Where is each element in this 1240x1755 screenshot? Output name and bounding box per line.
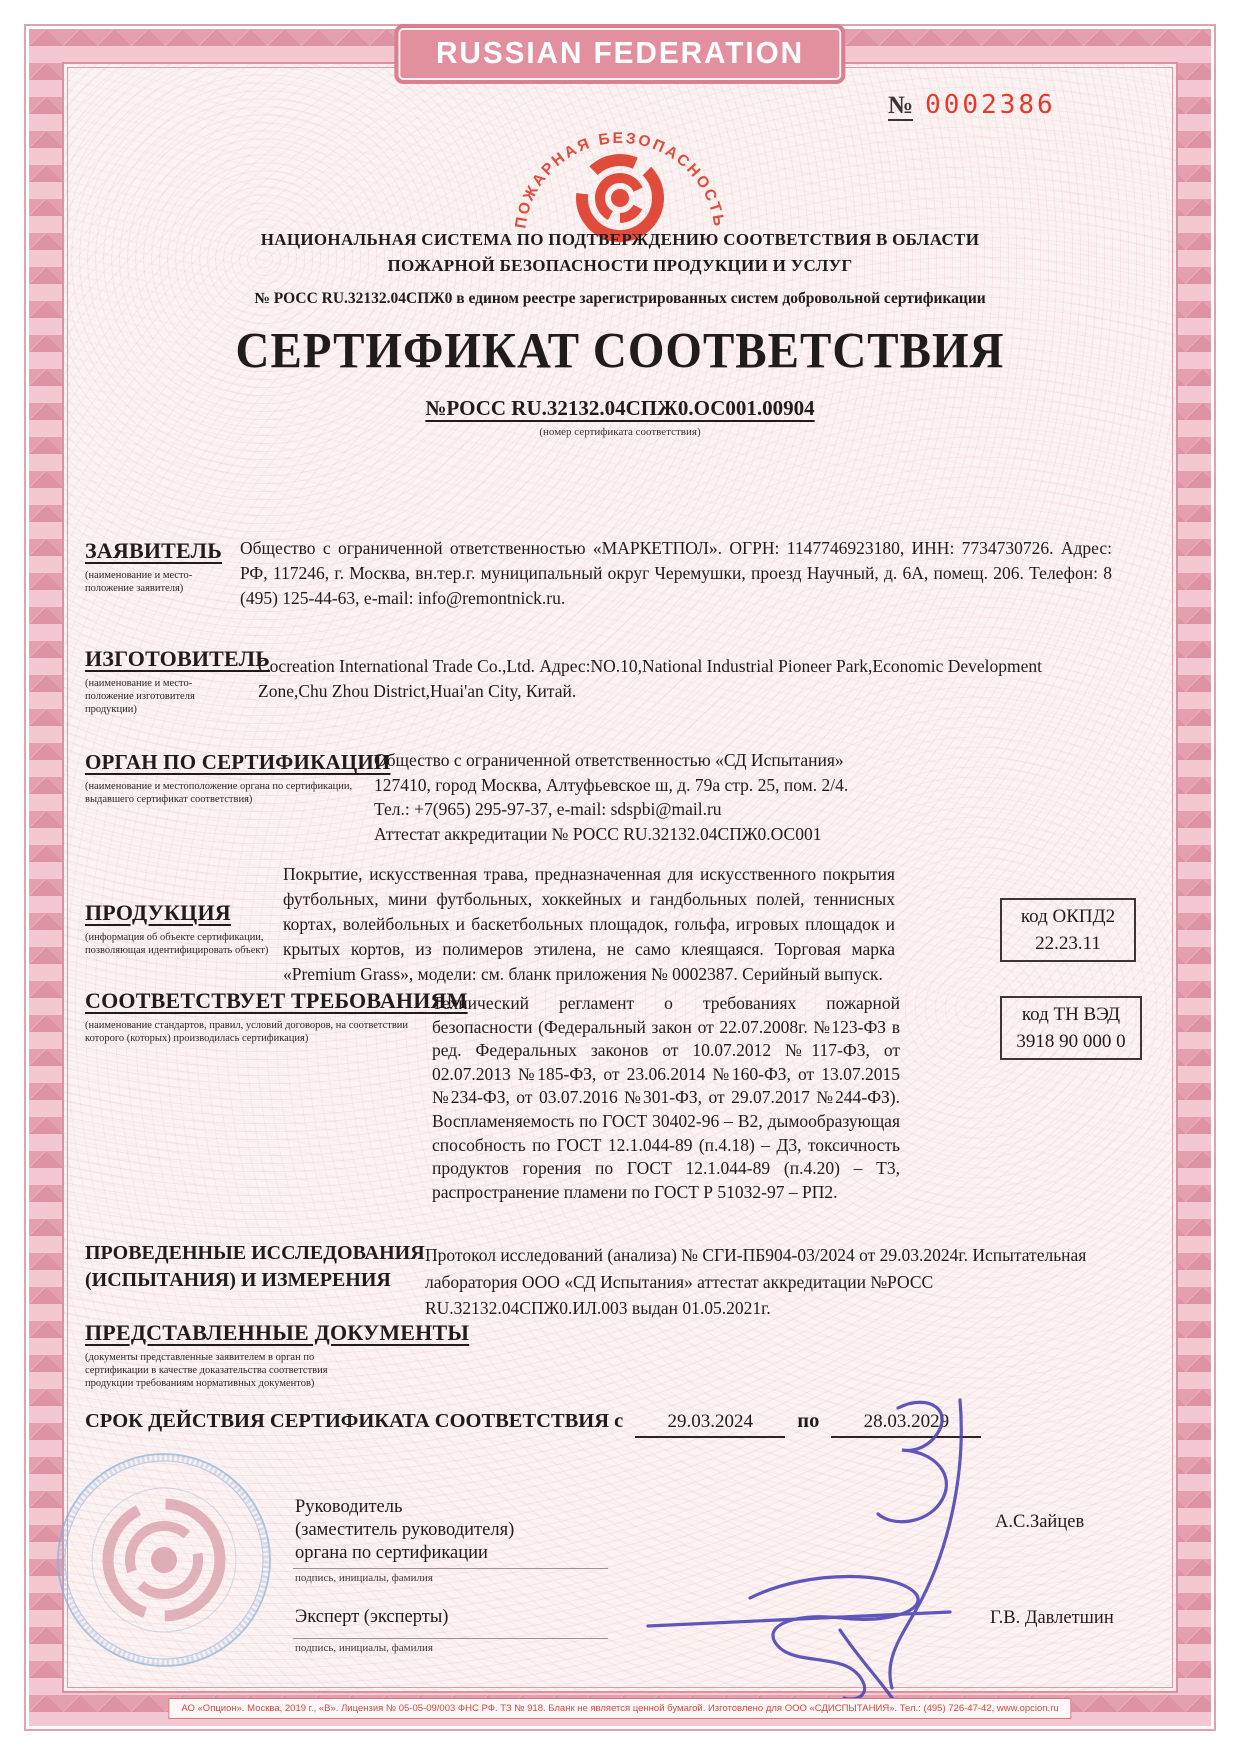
tnved-code-box: [1000, 996, 1142, 1060]
section-requirements-label-block: [85, 988, 468, 1045]
validity-po: по: [797, 1410, 820, 1432]
product-label: ПРОДУКЦИЯ: [85, 900, 231, 925]
applicant-sublabel: (наименование и место- положение заявителя): [85, 570, 193, 594]
cert-body-label: ОРГАН ПО СЕРТИФИКАЦИИ: [85, 750, 391, 774]
cert-body-text: [374, 748, 1014, 846]
manufacturer-label: ИЗГОТОВИТЕЛЬ: [85, 646, 270, 671]
form-serial: [888, 90, 1056, 120]
system-name-line1: НАЦИОНАЛЬНАЯ СИСТЕМА ПО ПОДТВЕРЖДЕНИЮ СООТВЕТСТВИЯ В ОБЛАСТИ: [260, 230, 980, 249]
cert-body-line: 127410, город Москва, Алтуфьевское ш, д. 79а стр. 25, пом. 2/4.: [374, 774, 849, 795]
logo-arc-text: ПОЖАРНАЯ БЕЗОПАСНОСТЬ: [512, 129, 728, 230]
documents-sublabel: (документы представленные заявителем в орган по сертификации в качестве доказательства соответствия продукции требованиям нормативных документов): [85, 1352, 328, 1389]
registry-line: № РОСС RU.32132.04СПЖ0 в едином реестре зарегистрированных систем добровольной сертификации: [254, 290, 986, 307]
expert-signature-caption: подпись, инициалы, фамилия: [295, 1642, 433, 1654]
head-signature-line: [293, 1568, 608, 1569]
tnved-code-value: 3918 90 000 0: [1016, 1031, 1126, 1052]
research-text: Протокол исследований (анализа) № СГИ-ПБ904-03/2024 от 29.03.2024г. Испытательная лаборатория ООО «СД Испытания» аттестат аккредитации №РОСС RU.32132.04СПЖ0.ИЛ.003 выдан 01.05.2021г.: [425, 1245, 1087, 1318]
section-documents-label-block: [85, 1320, 470, 1390]
section-applicant-label-block: [85, 538, 235, 595]
requirements-sublabel: (наименование стандартов, правил, условий договоров, на соответствии которого (которых) производилась сертификация): [85, 1020, 409, 1044]
numero-sign: №: [888, 92, 914, 119]
requirements-text: Технический регламент о требованиях пожарной безопасности (Федеральный закон от 22.07.2008г. №123-ФЗ в ред. Федеральных законов от 10.07.2012 №117-ФЗ, от 02.07.2013 №185-ФЗ, от 23.06.2014 №160-ФЗ, от 13.07.2015 №234-ФЗ, от 03.07.2016 №301-ФЗ, от 29.07.2017 №244-ФЗ). Воспламеняемость по ГОСТ 30402-96 – В2, дымообразующая способность по ГОСТ 12.1.044-89 (п.4.18) – Д3, токсичность продуктов горения по ГОСТ 12.1.044-89 (п.4.20) – Т3, распространение пламени по ГОСТ Р 51032-97 – РП2.: [432, 993, 900, 1202]
form-serial-number: 0002386: [925, 90, 1056, 120]
head-role-line2: (заместитель руководителя): [295, 1520, 515, 1540]
head-role: [295, 1496, 514, 1565]
research-label-line1: ПРОВЕДЕННЫЕ ИССЛЕДОВАНИЯ: [85, 1242, 425, 1264]
country-banner-label: RUSSIAN FEDERATION: [436, 35, 804, 70]
cert-body-line: Общество с ограниченной ответственностью «СД Испытания»: [374, 750, 844, 770]
okpd2-code-box: [1000, 898, 1136, 962]
manufacturer-text: Cocreation International Trade Co.,Ltd. Адрес:NO.10,National Industrial Pioneer Park,Economic Development Zone,Chu Zhou District,Huai'an City, Китай.: [258, 656, 1043, 701]
section-product-label-block: [85, 900, 280, 957]
head-role-line1: Руководитель: [295, 1497, 403, 1517]
head-signature-caption: подпись, инициалы, фамилия: [295, 1572, 433, 1584]
section-manufacturer-label-block: [85, 646, 270, 716]
validity-label: СРОК ДЕЙСТВИЯ СЕРТИФИКАТА СООТВЕТСТВИЯ с: [85, 1410, 624, 1432]
head-role-line3: органа по сертификации: [295, 1543, 488, 1563]
head-name: А.С.Зайцев: [995, 1512, 1085, 1532]
cert-body-line: Тел.: +7(965) 295-97-37, e-mail: sdspbi@mail.ru: [374, 799, 722, 819]
fine-print: АО «Опцион». Москва, 2019 г., «В». Лицензия № 05-05-09/003 ФНС РФ. ТЗ № 918. Бланк не является ценной бумагой. Изготовлено для ООО «СДИСПЫТАНИЯ». Тел.: (495) 726-47-42, www.opcion.ru: [168, 1698, 1071, 1719]
certificate-title: СЕРТИФИКАТ СООТВЕТСТВИЯ: [235, 323, 1005, 380]
system-name-line2: ПОЖАРНОЙ БЕЗОПАСНОСТИ ПРОДУКЦИИ И УСЛУГ: [387, 256, 853, 275]
section-cert-body-label-block: [85, 750, 391, 806]
documents-label: ПРЕДСТАВЛЕННЫЕ ДОКУМЕНТЫ: [85, 1320, 470, 1345]
validity-date-to: 28.03.2029: [831, 1411, 981, 1438]
applicant-label: ЗАЯВИТЕЛЬ: [85, 538, 222, 563]
certificate-number-caption: (номер сертификата соответствия): [539, 426, 701, 438]
handwritten-signature: [630, 1390, 1030, 1710]
cert-body-line: Аттестат аккредитации № РОСС RU.32132.04СПЖ0.ОС001: [374, 823, 822, 844]
research-label: [85, 1240, 425, 1294]
validity-date-from: 29.03.2024: [635, 1411, 785, 1438]
tnved-code-label: код ТН ВЭД: [1021, 1004, 1121, 1025]
product-sublabel: (информация об объекте сертификации, позволяющая идентифицировать объект): [85, 932, 269, 956]
expert-signature-line: [293, 1638, 608, 1639]
okpd2-code-value: 22.23.11: [1035, 933, 1101, 954]
manufacturer-sublabel: (наименование и место- положение изготовителя продукции): [85, 678, 195, 715]
applicant-text: Общество с ограниченной ответственностью «МАРКЕТПОЛ». ОГРН: 1147746923180, ИНН: 7734730726. Адрес: РФ, 117246, г. Москва, вн.тер.г. муниципальный округ Черемушки, проезд Научный, д. 6А, помещ. 206. Телефон: 8 (495) 125-44-63, e-mail: info@remontnick.ru.: [240, 538, 1112, 608]
certificate-number: №РОСС RU.32132.04СПЖ0.ОС001.00904: [425, 396, 815, 420]
requirements-label: СООТВЕТСТВУЕТ ТРЕБОВАНИЯМ: [85, 988, 468, 1013]
cert-body-sublabel: (наименование и местоположение органа по сертификации, выдавшего сертификат соответствия): [85, 781, 353, 805]
okpd2-code-label: код ОКПД2: [1020, 906, 1116, 927]
certification-stamp: [48, 1438, 280, 1688]
country-banner: [394, 24, 845, 84]
product-text: Покрытие, искусственная трава, предназначенная для искусственного покрытия футбольных, мини футбольных, хоккейных и гандбольных полей, теннисных кортах, волейбольных и баскетбольных площадок, гольфа, игровых площадок и крытых кортов, из полимеров этилена, не само клеящаяся. Торговая марка «Premium Grass», модели: см. бланк приложения № 0002387. Серийный выпуск.: [283, 864, 895, 984]
expert-name: Г.В. Давлетшин: [990, 1608, 1114, 1628]
expert-role: Эксперт (эксперты): [295, 1607, 449, 1627]
research-label-line2: (ИСПЫТАНИЯ) И ИЗМЕРЕНИЯ: [85, 1269, 391, 1291]
